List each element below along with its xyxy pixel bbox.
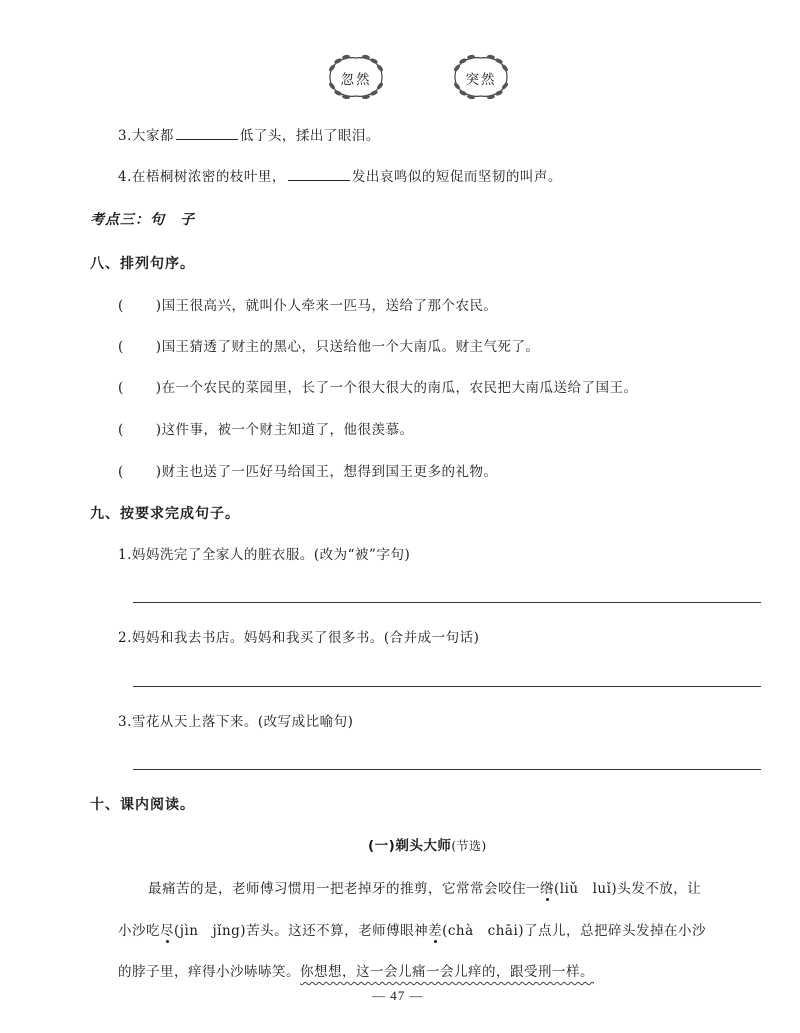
fill-question-3: 3.大家都 低了头，揉出了眼泪。	[118, 128, 380, 144]
answer-line[interactable]	[133, 602, 761, 603]
page-number: — 47 —	[372, 988, 424, 1003]
section-10-title: 十、课内阅读。	[90, 797, 195, 813]
dotted-char: 差	[428, 919, 442, 939]
order-item: ( )国王猜透了财主的黑心，只送给他一个大南瓜。财主气死了。	[118, 339, 540, 355]
wreath-hurán	[320, 52, 392, 102]
answer-blank[interactable]	[288, 168, 350, 181]
dotted-char: 绺	[540, 877, 554, 897]
passage-line-3: 的脖子里，痒得小沙哧哧笑。你想想，这一会儿痛一会儿痒的，跟受刑一样。	[118, 964, 594, 980]
answer-line[interactable]	[133, 769, 761, 770]
answer-blank[interactable]	[176, 127, 238, 140]
section-8-title: 八、排列句序。	[90, 256, 195, 272]
order-item: ( )国王很高兴，就叫仆人牵来一匹马，送给了那个农民。	[118, 298, 498, 314]
order-item: ( )财主也送了一匹好马给国王，想得到国王更多的礼物。	[118, 464, 498, 480]
dotted-char: 尽	[160, 919, 174, 939]
order-item: ( )在一个农民的菜园里，长了一个很大很大的南瓜，农民把大南瓜送给了国王。	[118, 380, 638, 396]
passage-title: (一)剃头大师(节选)	[368, 838, 487, 854]
wavy-underlined-sentence: 你想想，这一会儿痛一会儿痒的，跟受刑一样。	[300, 964, 594, 980]
fill-question-4: 4.在梧桐树浓密的枝叶里， 发出哀鸣似的短促而坚韧的叫声。	[118, 169, 562, 185]
kaodian-heading: 考点三：句 子	[90, 212, 195, 228]
order-item: ( )这件事，被一个财主知道了，他很羡慕。	[118, 422, 414, 438]
rewrite-question: 2.妈妈和我去书店。妈妈和我买了很多书。(合并成一句话)	[118, 630, 480, 646]
rewrite-question: 1.妈妈洗完了全家人的脏衣服。(改为“被”字句)	[118, 547, 411, 563]
wreath-word: 突然	[465, 72, 497, 88]
wreath-tūrán	[445, 52, 517, 102]
wreath-word: 忽然	[340, 72, 372, 88]
rewrite-question: 3.雪花从天上落下来。(改写成比喻句)	[118, 714, 354, 730]
section-9-title: 九、按要求完成句子。	[90, 506, 240, 522]
passage-line-1: 最痛苦的是，老师傅习惯用一把老掉牙的推剪，它常常会咬住一绺(liǔ luǐ)头发不放，让	[148, 877, 701, 897]
answer-line[interactable]	[133, 686, 761, 687]
passage-line-2: 小沙吃尽(jìn jǐng)苦头。这还不算，老师傅眼神差(chà chāi)了点儿，总把碎头发掉在小沙	[118, 919, 706, 939]
